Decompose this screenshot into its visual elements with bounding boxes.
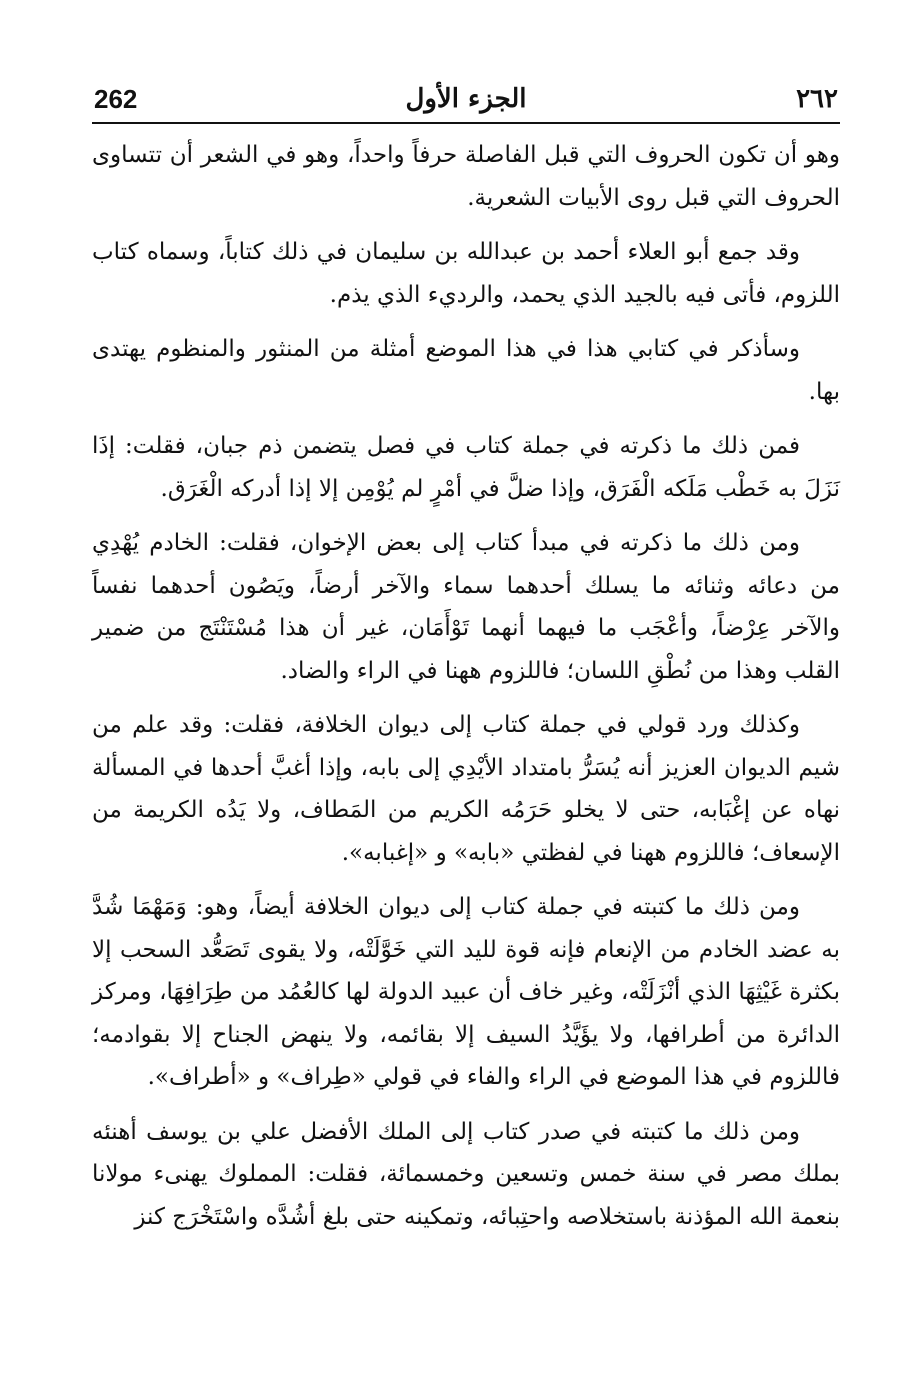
header-rule bbox=[92, 122, 840, 124]
page-header bbox=[92, 78, 840, 122]
paragraph-7: ومن ذلك ما كتبته في جملة كتاب إلى ديوان الخلافة أيضاً، وهو: وَمَهْمَا شُدَّ به عضد الخادم من الإنعام فإنه قوة لليد التي خَوَّلَتْه، ولا يقوى تَصَعُّد السحب إلا بكثرة غَيْثِهَا الذي أنْزَلَتْه، وغير خاف أن عبيد الدولة لها كالعُمُد من طِرَافِهَا، ومركز الدائرة من أطرافها، ولا يؤَيَّدُ السيف إلا بقائمه، ولا ينهض الجناح إلا بقوادمه؛ فاللزوم في هذا الموضع في الراء والفاء في قولي «طِراف» و «أطراف». bbox=[92, 894, 840, 1090]
paragraph-1: وهو أن تكون الحروف التي قبل الفاصلة حرفاً واحداً، وهو في الشعر أن تتساوى الحروف التي قبل روى الأبيات الشعرية. bbox=[92, 142, 840, 211]
page-number-latin: 262 bbox=[94, 84, 138, 114]
paragraph-5: ومن ذلك ما ذكرته في مبدأ كتاب إلى بعض الإخوان، فقلت: الخادم يُهْدِي من دعائه وثنائه ما يسلك أحدهما سماء والآخر أرضاً، ويَصُون أحدهما نفساً والآخر عِرْضاً، وأعْجَب ما فيهما أنهما تَوْأَمَان، غير أن هذا مُسْتَنْتَج من ضمير القلب وهذا من نُطْقِ اللسان؛ فاللزوم ههنا في الراء والضاد. bbox=[92, 530, 840, 684]
paragraph-2: وقد جمع أبو العلاء أحمد بن عبدالله بن سليمان في ذلك كتاباً، وسماه كتاب اللزوم، فأتى فيه بالجيد الذي يحمد، والرديء الذي يذم. bbox=[92, 239, 840, 308]
paragraph-6: وكذلك ورد قولي في جملة كتاب إلى ديوان الخلافة، فقلت: وقد علم من شيم الديوان العزيز أنه يُسَرُّ بامتداد الأيْدِي إلى بابه، وإذا أغبَّ أحدها في المسألة نهاه عن إغْبَابه، حتى لا يخلو حَرَمُه الكريم من المَطاف، ولا يَدُه الكريمة من الإسعاف؛ فاللزوم ههنا في لفظتي «بابه» و «إغبابه». bbox=[92, 712, 840, 866]
page-number-arabic: ٢٦٢ bbox=[796, 84, 838, 114]
paragraph-3: وسأذكر في كتابي هذا في هذا الموضع أمثلة من المنثور والمنظوم يهتدى بها. bbox=[92, 336, 840, 405]
paragraph-4: فمن ذلك ما ذكرته في جملة كتاب في فصل يتضمن ذم جبان، فقلت: إذَا نَزَلَ به خَطْب مَلَكه الْفَرَق، وإذا ضلَّ في أمْرٍ لم يُوْمِن إلا إذا أدركه الْغَرَق. bbox=[92, 433, 840, 502]
book-page bbox=[92, 78, 840, 1250]
running-title: الجزء الأول bbox=[405, 84, 527, 114]
page-body bbox=[92, 134, 840, 1238]
paragraph-8: ومن ذلك ما كتبته في صدر كتاب إلى الملك الأفضل علي بن يوسف أهنئه بملك مصر في سنة خمس وتسعين وخمسمائة، فقلت: المملوك يهنىء مولانا بنعمة الله المؤذنة باستخلاصه واحتِبائه، وتمكينه حتى بلغ أشُدَّه واسْتَخْرَج كنز bbox=[92, 1118, 840, 1230]
